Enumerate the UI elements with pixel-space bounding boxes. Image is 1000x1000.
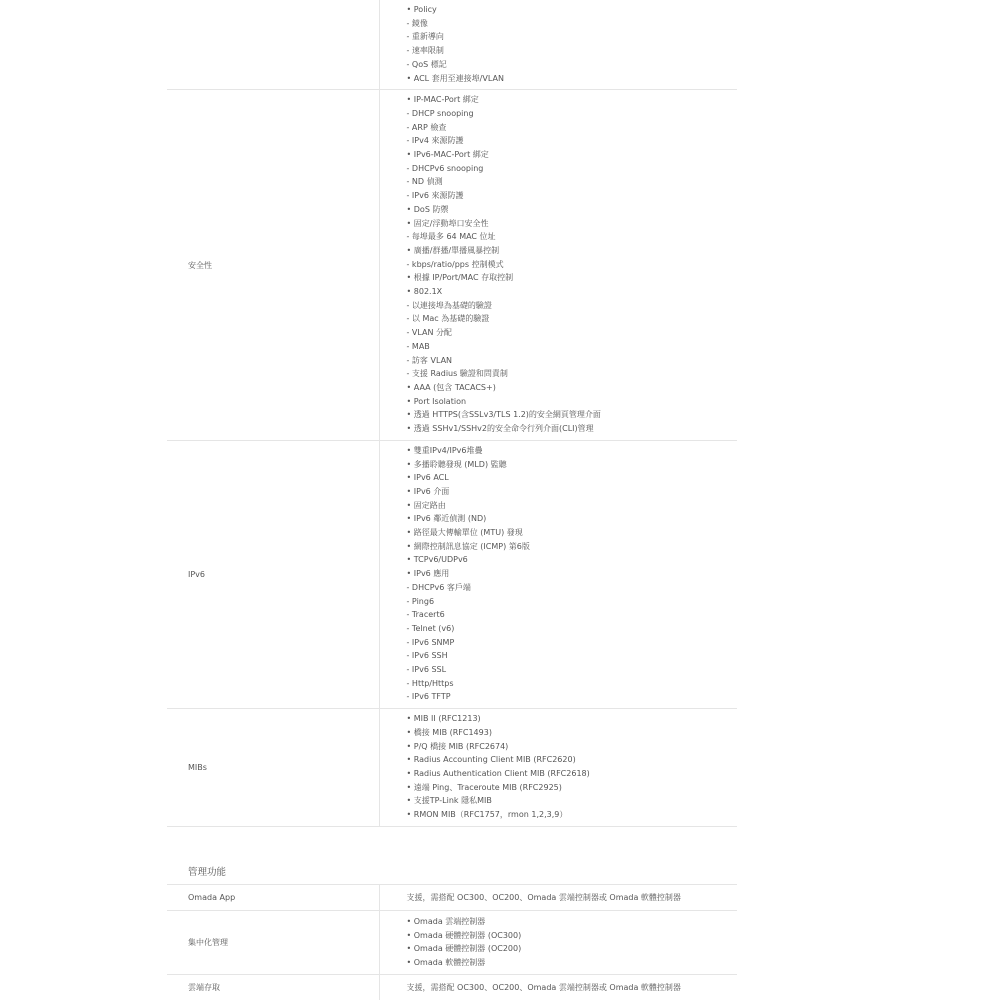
spec-value-line: • 802.1X <box>406 287 443 297</box>
spec-value-line: • IP-MAC-Port 綁定 <box>406 95 479 105</box>
spec-value-line: - QoS 標記 <box>406 59 447 69</box>
spec-value-line: - ARP 檢查 <box>406 122 447 132</box>
spec-value-line: - DHCPv6 客戶端 <box>406 582 471 592</box>
spec-value-line: - IPv4 來源防護 <box>406 136 464 146</box>
spec-value-line: • IPv6 鄰近偵測 (ND) <box>406 514 487 524</box>
spec-table <box>167 0 737 827</box>
spec-value-cell <box>379 974 737 1000</box>
spec-value-line: - DHCP snooping <box>406 108 474 118</box>
spec-label: 安全性 <box>188 260 212 270</box>
spec-row <box>167 709 737 827</box>
spec-value-line: • IPv6 介面 <box>406 486 450 496</box>
spec-value-line: • Radius Accounting Client MIB (RFC2620) <box>406 755 576 765</box>
spec-value-line: • 路徑最大傳輸單位 (MTU) 發現 <box>406 528 523 538</box>
spec-value-line: - IPv6 TFTP <box>406 692 451 702</box>
spec-value-line: - Telnet (v6) <box>406 623 455 633</box>
spec-value-line: - 以 Mac 為基礎的驗證 <box>406 314 490 324</box>
spec-value-cell <box>379 911 737 975</box>
spec-value-line: • 多播聆聽發現 (MLD) 監聽 <box>406 459 507 469</box>
spec-value-line: • Omada 軟體控制器 <box>406 958 486 968</box>
spec-value-line: • IPv6 ACL <box>406 473 449 483</box>
management-table-body <box>167 885 737 1000</box>
spec-value-line: • 廣播/群播/單播風暴控制 <box>406 245 500 255</box>
spec-value-line: - IPv6 SSL <box>406 665 447 675</box>
spec-value-line: • Radius Authentication Client MIB (RFC2618) <box>406 768 590 778</box>
spec-value-line: - 訪客 VLAN <box>406 355 453 365</box>
management-table <box>167 884 737 1000</box>
spec-value-line: 支援，需搭配 OC300、OC200、Omada 雲端控制器或 Omada 軟體控制器 <box>406 982 681 992</box>
spec-value-line: • 固定路由 <box>406 500 446 510</box>
spec-value-cell <box>379 440 737 708</box>
spec-value-line: • 固定/浮動埠口安全性 <box>406 218 489 228</box>
spec-value-line: • 根據 IP/Port/MAC 存取控制 <box>406 273 514 283</box>
spec-value-line: • ACL 套用至連接埠/VLAN <box>406 73 504 83</box>
spec-value-line: • 橋接 MIB (RFC1493) <box>406 727 492 737</box>
spec-value-line: - DHCPv6 snooping <box>406 163 484 173</box>
spec-value-line: - 鏡像 <box>406 18 428 28</box>
management-label: 雲端存取 <box>188 982 220 992</box>
management-section-title: 管理功能 <box>188 867 227 878</box>
spec-value-line: • 遠端 Ping、Traceroute MIB (RFC2925) <box>406 782 562 792</box>
spec-value-line: • IPv6-MAC-Port 綁定 <box>406 150 489 160</box>
spec-value-line: • 透過 SSHv1/SSHv2的安全命令行列介面(CLI)管理 <box>406 424 594 434</box>
spec-label <box>167 0 379 90</box>
spec-value-line: • P/Q 橋接 MIB (RFC2674) <box>406 741 509 751</box>
spec-value-line: - MAB <box>406 341 430 351</box>
spec-value-line: - kbps/ratio/pps 控制模式 <box>406 259 504 269</box>
spec-value-line: - 每埠最多 64 MAC 位址 <box>406 232 496 242</box>
spec-value-line: - IPv6 SNMP <box>406 637 455 647</box>
spec-value-line: • Policy <box>406 5 437 14</box>
spec-value-line: • 網際控制訊息協定 (ICMP) 第6版 <box>406 541 530 551</box>
spec-value-line: 支援，需搭配 OC300、OC200、Omada 雲端控制器或 Omada 軟體控制器 <box>406 893 681 902</box>
management-row <box>167 911 737 975</box>
spec-label: MIBs <box>188 762 207 772</box>
spec-value-line: • 透過 HTTPS(含SSLv3/TLS 1.2)的安全網頁管理介面 <box>406 410 601 420</box>
spec-value-line: - IPv6 來源防護 <box>406 191 464 201</box>
spec-value-line: - 以連接埠為基礎的驗證 <box>406 300 492 310</box>
spec-value-line: - 支援 Radius 驗證和問責制 <box>406 369 508 379</box>
spec-row <box>167 440 737 708</box>
spec-value-line: • TCPv6/UDPv6 <box>406 555 468 565</box>
spec-value-line: - Tracert6 <box>406 610 445 620</box>
spec-value-line: • 雙重IPv4/IPv6堆疊 <box>406 445 483 455</box>
spec-value-line: - 速率限制 <box>406 46 444 56</box>
spec-value-line: • Omada 硬體控制器 (OC200) <box>406 944 522 954</box>
spec-value-line: • AAA (包含 TACACS+) <box>406 382 496 392</box>
spec-value-line: • MIB II (RFC1213) <box>406 714 481 724</box>
management-label: 集中化管理 <box>188 937 228 947</box>
management-row <box>167 974 737 1000</box>
spec-value-line: - IPv6 SSH <box>406 651 448 661</box>
spec-value-line: • DoS 防禦 <box>406 204 449 214</box>
spec-value-line: • IPv6 應用 <box>406 569 450 579</box>
spec-value-cell <box>379 885 737 911</box>
spec-value-line: • Omada 雲端控制器 <box>406 917 486 926</box>
spec-value-line: • Port Isolation <box>406 396 467 406</box>
management-label: Omada App <box>188 893 236 902</box>
spec-value-cell <box>379 90 737 441</box>
management-row <box>167 885 737 911</box>
spec-value-line: • RMON MIB（RFC1757，rmon 1,2,3,9） <box>406 810 568 820</box>
spec-label: IPv6 <box>188 569 206 579</box>
spec-value-line: • Omada 硬體控制器 (OC300) <box>406 930 522 940</box>
spec-value-line: - VLAN 分配 <box>406 328 453 338</box>
spec-value-line: - 重新導向 <box>406 32 444 42</box>
spec-value-line: - ND 偵測 <box>406 177 443 187</box>
spec-value-line: - Http/Https <box>406 678 454 688</box>
spec-value-line: - Ping6 <box>406 596 435 606</box>
spec-value-cell <box>379 0 737 90</box>
spec-value-cell <box>379 709 737 827</box>
spec-row <box>167 90 737 441</box>
spec-value-line: • 支援TP-Link 隱私MIB <box>406 796 492 806</box>
spec-row <box>167 0 737 90</box>
spec-table-body <box>167 0 737 826</box>
